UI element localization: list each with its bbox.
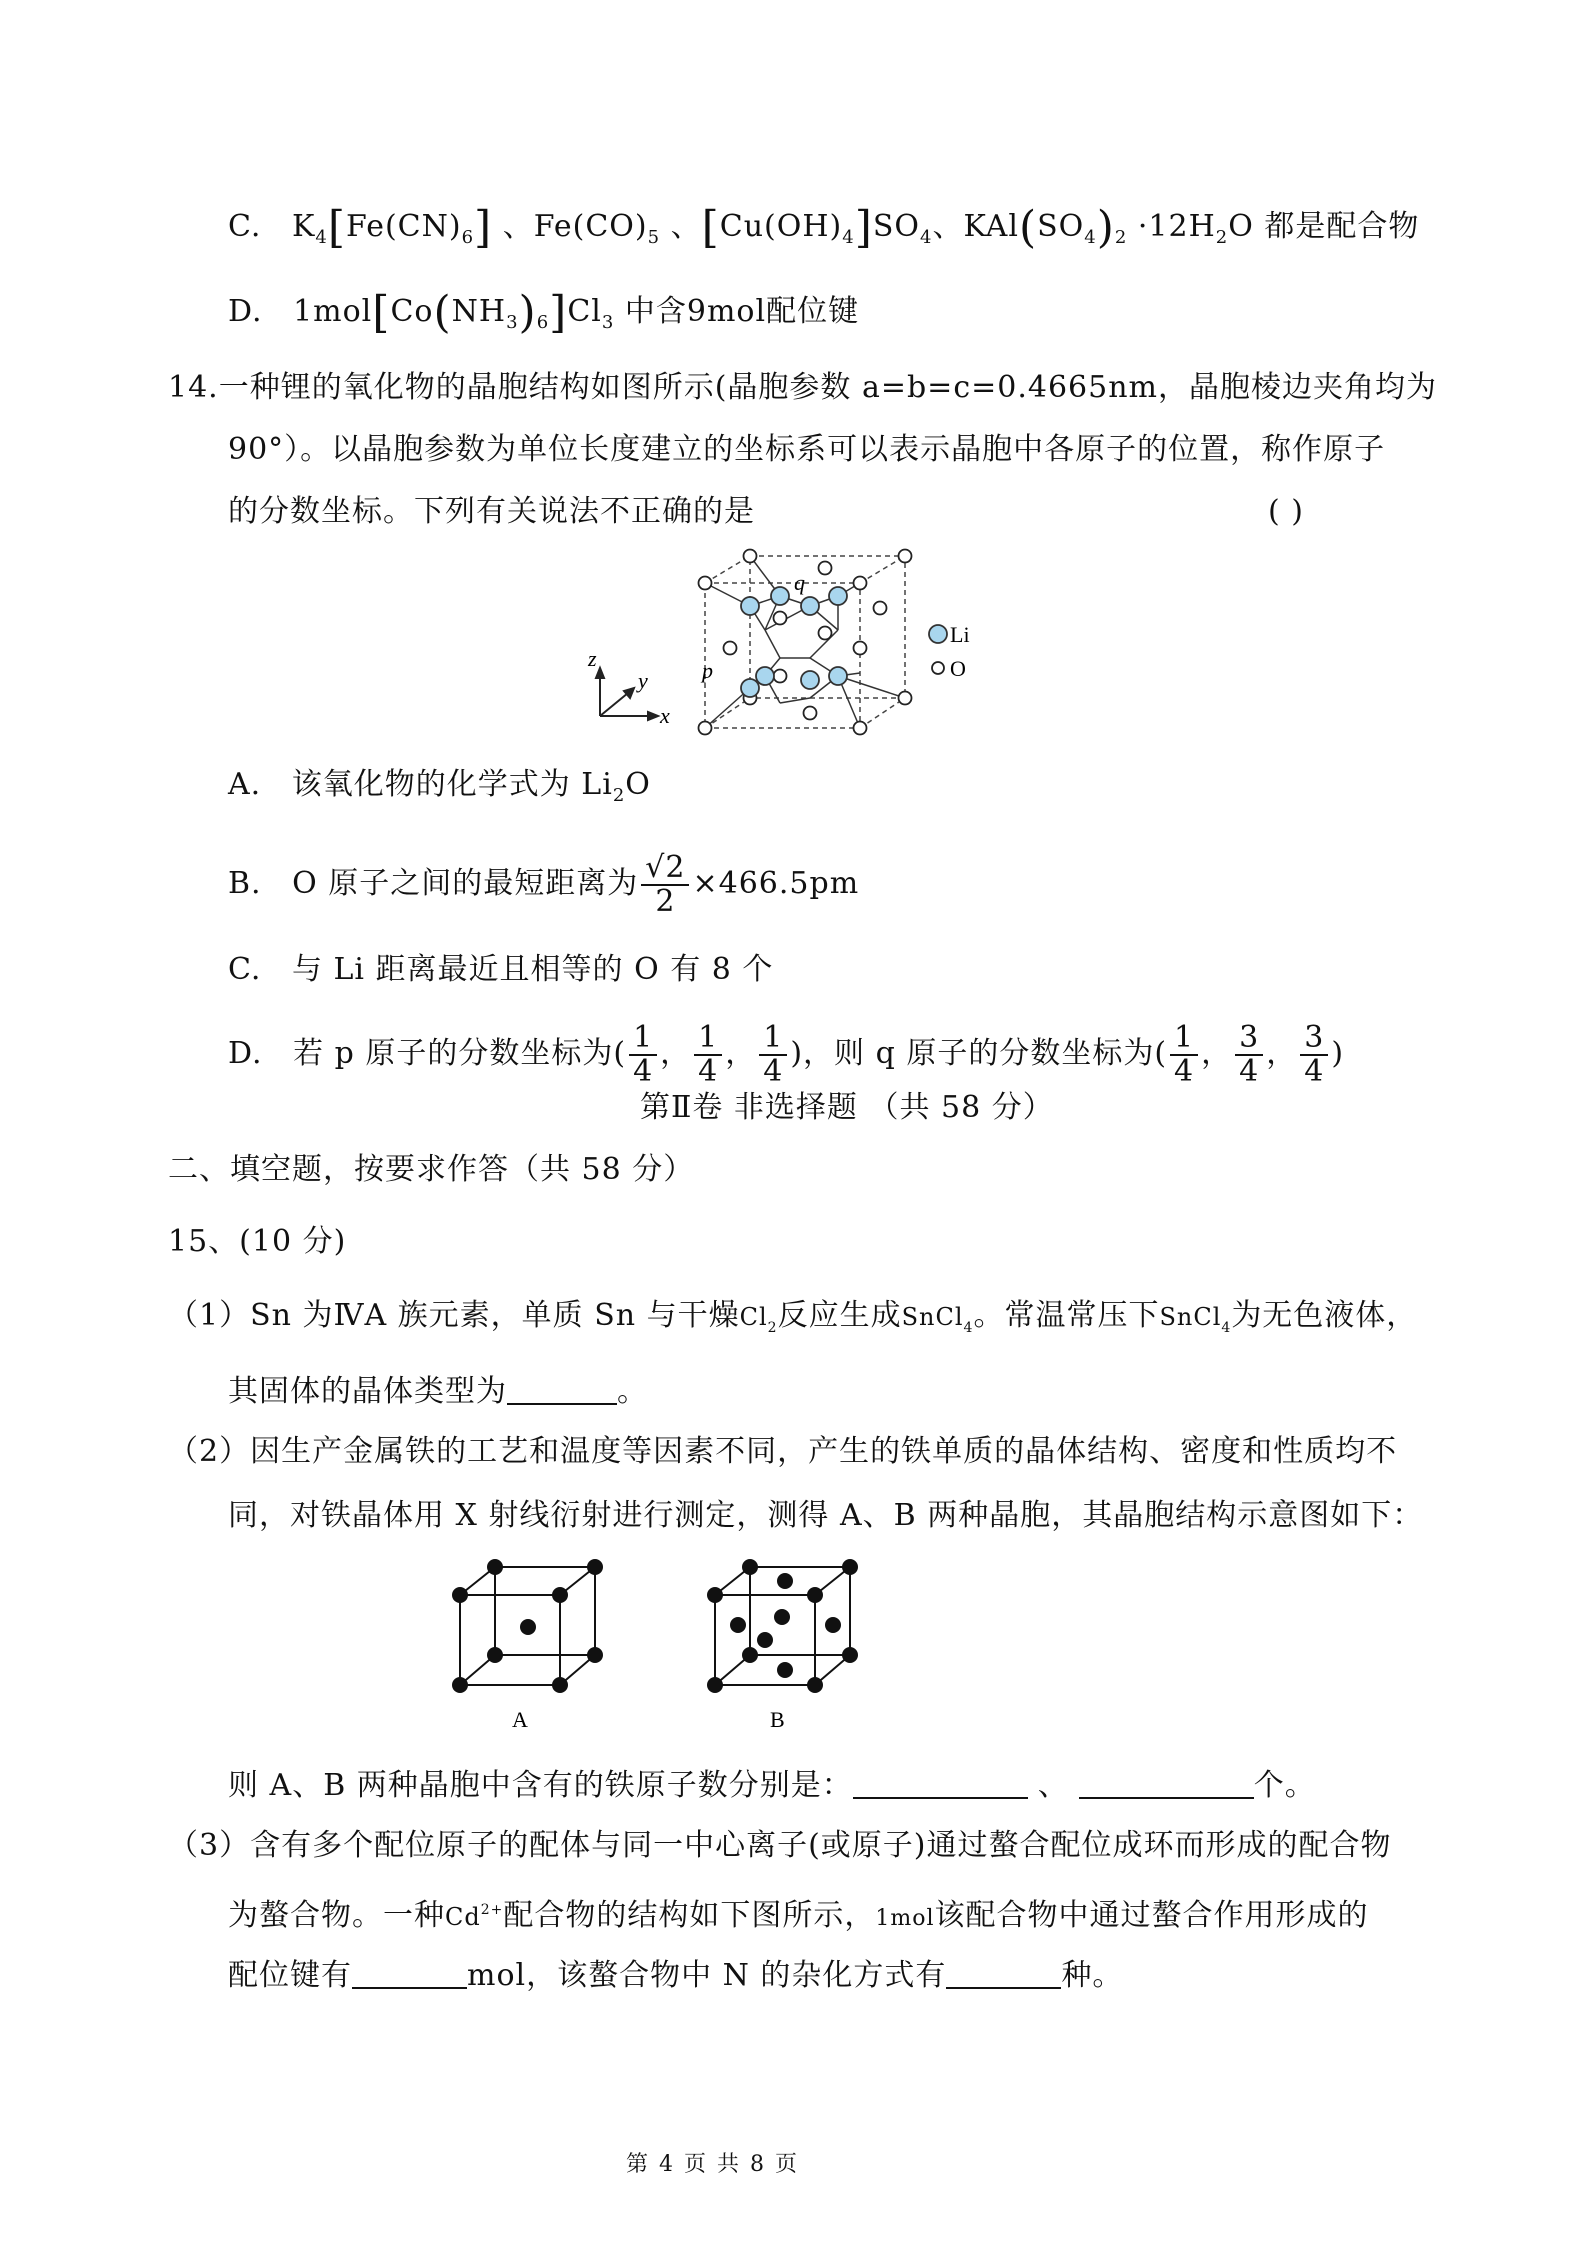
- formula-sncl4: SnCl: [1159, 1303, 1222, 1331]
- label-p: p: [702, 658, 713, 683]
- q14-option-c: [228, 950, 773, 990]
- answer-blank[interactable]: [507, 1373, 617, 1405]
- q15-p2-ans: 则 A、B 两种晶胞中含有的铁原子数分别是：: [228, 1768, 853, 1803]
- q15-p3-line3c: 种。: [1061, 1958, 1124, 1993]
- q15-part1-line1: [168, 1296, 1417, 1348]
- q15-p1-a: （1）Sn 为ⅣA 族元素，单质 Sn 与干燥: [168, 1298, 740, 1333]
- coordinate-fraction: $\frac{1}{4}$: [1170, 1022, 1198, 1088]
- formula-cd: Cd: [445, 1903, 481, 1931]
- q15-p1-c: 。常温常压下: [973, 1298, 1160, 1333]
- coordinate-axes: [596, 668, 658, 720]
- li-atom: [756, 667, 774, 685]
- li-atom: [741, 679, 759, 697]
- li-atom: [829, 667, 847, 685]
- page-footer: 第 4 页 共 8 页: [626, 2152, 799, 2177]
- separator: ，: [1201, 1036, 1233, 1071]
- q14-d-text1: 若 p 原子的分数坐标为(: [293, 1036, 627, 1071]
- q15-part3-line2: [228, 1890, 1369, 1939]
- coordinate-fraction: $\frac{1}{4}$: [759, 1022, 787, 1088]
- figure-legend: [929, 622, 970, 681]
- q14-option-a: [228, 765, 651, 816]
- axis-x-label: x: [660, 703, 670, 728]
- coordinate-fraction: $\frac{1}{4}$: [629, 1022, 657, 1088]
- formula-cl2: Cl: [739, 1303, 768, 1331]
- q15-p3-c: 该配合物中通过螯合作用形成的: [934, 1898, 1369, 1933]
- q15-p1-line2: 其固体的晶体类型为: [228, 1374, 507, 1409]
- part-2-heading: 二、填空题，按要求作答（共 58 分）: [168, 1152, 695, 1187]
- option-label: D.: [228, 294, 263, 329]
- q15-part2-answer: [228, 1766, 1316, 1806]
- answer-blank-a[interactable]: [853, 1767, 1028, 1799]
- li-atom: [801, 671, 819, 689]
- separator: ，: [660, 1036, 692, 1071]
- section-2-title: 第Ⅱ卷 非选择题 （共 58 分）: [640, 1090, 1054, 1125]
- q14-stem-line2: 90°）。以晶胞参数为单位长度建立的坐标系可以表示晶胞中各原子的位置，称作原子: [228, 432, 1386, 467]
- q14-option-b: [228, 852, 859, 918]
- q13-c-tail: 都是配合物: [1264, 209, 1420, 244]
- q14-option-d: [228, 1022, 1344, 1088]
- option-label: C.: [228, 209, 262, 244]
- li-atom: [741, 597, 759, 615]
- separator: ，: [1266, 1036, 1298, 1071]
- q15-p3-b: 配合物的结构如下图所示，: [503, 1898, 876, 1933]
- iron-unit-cells-figure: [440, 1555, 920, 1735]
- subscript: 2: [767, 1320, 778, 1336]
- q14-b-text: O 原子之间的最短距离为: [292, 866, 639, 901]
- q14-c-text: 与 Li 距离最近且相等的 O 有 8 个: [291, 952, 774, 987]
- coordinate-fraction: $\frac{1}{4}$: [694, 1022, 722, 1088]
- q13-option-d: D. $1mol[Co(NH_3)_6]Cl_3$ 中含9mol配位键: [228, 287, 860, 338]
- q15-p1-d: 为无色液体，: [1231, 1298, 1418, 1333]
- coordinate-fraction: $\frac{3}{4}$: [1235, 1022, 1263, 1088]
- option-label: C.: [228, 952, 262, 987]
- q14-b-end: ×466.5pm: [692, 866, 860, 901]
- q15-p3-1mol: 1mol: [875, 1906, 935, 1931]
- q15-part2-line1: （2）因生产金属铁的工艺和温度等因素不同，产生的铁单质的晶体结构、密度和性质均不: [168, 1434, 1398, 1469]
- separator: 、: [1037, 1768, 1069, 1803]
- li2o-unit-cell-figure: [580, 548, 1020, 738]
- axis-z-label: z: [588, 646, 597, 671]
- fraction: $\frac{√2}{2}$: [641, 852, 689, 918]
- cell-a-label: A: [512, 1707, 528, 1732]
- legend-o: O: [950, 656, 966, 681]
- legend-li: Li: [950, 622, 970, 647]
- option-label: B.: [228, 866, 262, 901]
- q15-p3-line3b: mol，该螯合物中 N 的杂化方式有: [467, 1958, 947, 1993]
- q14-d-text3: ): [1331, 1036, 1345, 1071]
- li-atom: [771, 587, 789, 605]
- p-coordinates: [626, 1020, 790, 1089]
- li-atom: [829, 587, 847, 605]
- q14-stem-line3: 的分数坐标。下列有关说法不正确的是: [228, 494, 755, 529]
- q13-option-c: C. $K_4[Fe(CN)_6]$ 、$Fe(CO)_5$ 、$[Cu(OH)_4]SO_4$、$KAl(SO_4)_2 \cdot 12H_2O$ 都是配合物: [228, 202, 1420, 253]
- answer-blank-kinds[interactable]: [946, 1957, 1061, 1989]
- q14-a-end: O: [625, 767, 651, 802]
- axis-y-label: y: [638, 668, 648, 693]
- oxygen-atoms: [699, 550, 912, 735]
- subscript: 4: [963, 1320, 974, 1336]
- q15-part3-line1: （3）含有多个配位原子的配体与同一中心离子(或原子)通过螯合配位成环而形成的配合物: [168, 1828, 1392, 1863]
- q15-p1-b: 反应生成: [777, 1298, 902, 1333]
- q14-stem-line1: 14.一种锂的氧化物的晶胞结构如图所示(晶胞参数 a=b=c=0.4665nm，晶胞棱边夹角均为: [168, 370, 1437, 405]
- option-label: A.: [228, 767, 262, 802]
- q13-d-tail: 中含9mol配位键: [624, 294, 860, 329]
- q15-p3-a: 为螯合物。一种: [228, 1898, 445, 1933]
- separator: ，: [725, 1036, 757, 1071]
- q15-p2-end: 个。: [1253, 1768, 1316, 1803]
- q15-p1-end: 。: [617, 1374, 648, 1409]
- q14-a-text: 该氧化物的化学式为 Li: [291, 767, 613, 802]
- q-coordinates: [1167, 1020, 1331, 1089]
- q15-heading: 15、(10 分): [168, 1224, 347, 1259]
- cell-b-label: B: [770, 1707, 785, 1732]
- q15-part3-line3: [228, 1956, 1123, 1996]
- li-atom: [801, 597, 819, 615]
- formula-sncl4: SnCl: [901, 1303, 964, 1331]
- option-label: D.: [228, 1036, 263, 1071]
- answer-blank-mol[interactable]: [352, 1957, 467, 1989]
- q14-d-text2: )，则 q 原子的分数坐标为(: [790, 1036, 1168, 1071]
- answer-blank-b[interactable]: [1079, 1767, 1254, 1799]
- coordinate-fraction: $\frac{3}{4}$: [1300, 1022, 1328, 1088]
- label-q: q: [794, 570, 805, 595]
- superscript: 2+: [480, 1902, 504, 1918]
- subscript: 4: [1221, 1320, 1232, 1336]
- lithium-atoms: [741, 587, 847, 697]
- bond-lines: [705, 556, 905, 728]
- q15-part2-line2: 同，对铁晶体用 X 射线衍射进行测定，测得 A、B 两种晶胞，其晶胞结构示意图如下：: [228, 1498, 1424, 1533]
- q15-p3-line3a: 配位键有: [228, 1958, 352, 1993]
- q15-part1-line2: [228, 1372, 648, 1412]
- subscript: 2: [612, 785, 626, 806]
- answer-paren: ( ): [1268, 494, 1304, 529]
